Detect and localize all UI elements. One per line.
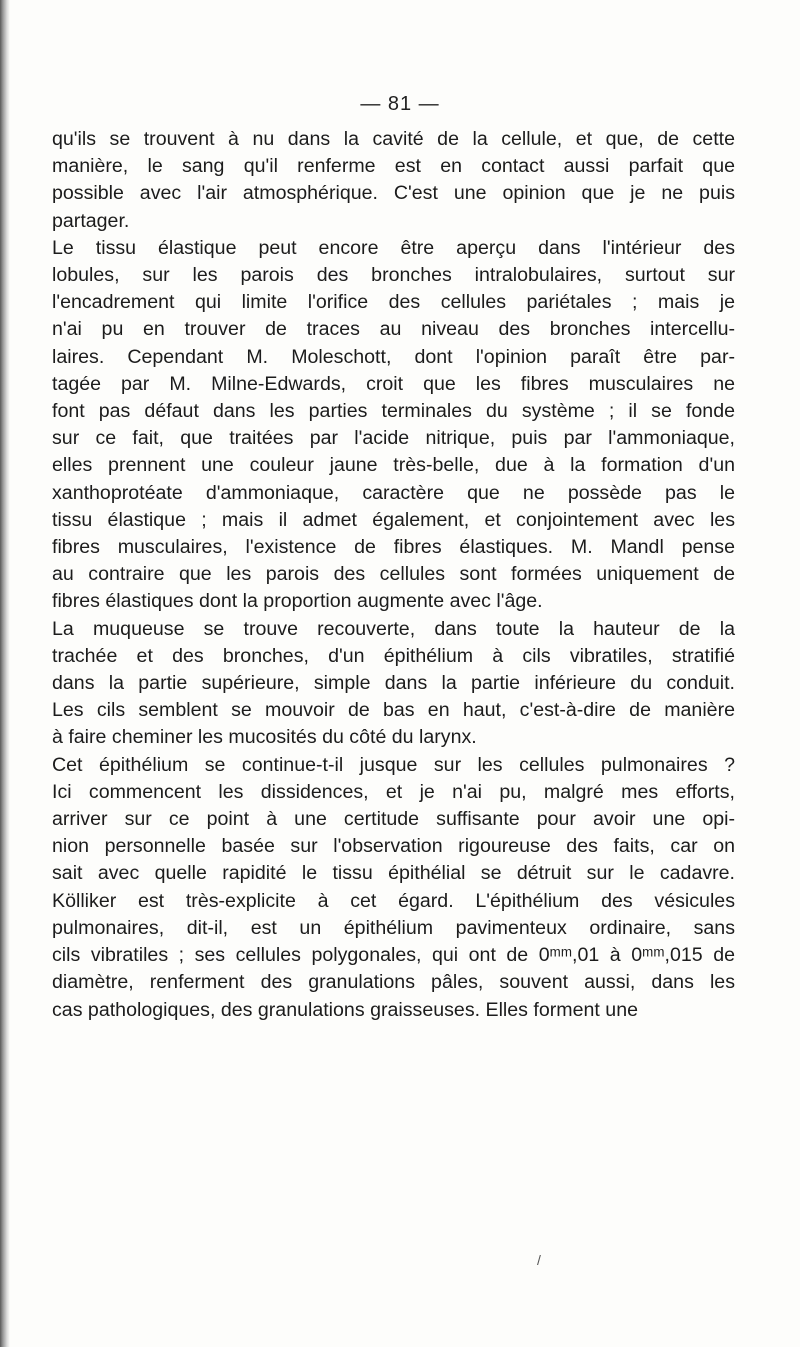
text-line: qu'ils se trouvent à nu dans la cavité de la cellule, et que, de cette — [52, 128, 735, 150]
text-line: cas pathologiques, des granulations graisseuses. Elles forment une — [52, 998, 638, 1021]
text-line: tissu élastique ; mais il admet également, et conjointement avec les — [52, 508, 735, 531]
page-number: — 81 — — [360, 93, 440, 115]
text-line: Les cils semblent se mouvoir de bas en haut, c'est-à-dire de manière — [52, 699, 735, 722]
paragraph — [52, 235, 735, 616]
text-line: l'encadrement qui limite l'orifice des cellules pariétales ; mais je — [52, 291, 735, 314]
text-line: font pas défaut dans les parties terminales du système ; il se fonde — [52, 400, 735, 423]
stray-mark: / — [537, 1252, 541, 1268]
text-line: Ici commencent les dissidences, et je n'ai pu, malgré mes efforts, — [52, 780, 735, 803]
text-line: xanthoprotéate d'ammoniaque, caractère que ne possède pas le — [52, 481, 735, 504]
paragraph — [52, 126, 735, 235]
text-line: partager. — [52, 209, 130, 232]
text-line: trachée et des bronches, d'un épithélium à cils vibratiles, stratifié — [52, 644, 735, 667]
text-line: diamètre, renferment des granulations pâles, souvent aussi, dans les — [52, 971, 735, 994]
text-line: à faire cheminer les mucosités du côté du larynx. — [52, 726, 477, 749]
body-text — [52, 126, 735, 1024]
paragraph — [52, 616, 735, 752]
text-line: elles prennent une couleur jaune très-belle, due à la formation d'un — [52, 454, 735, 477]
text-line: n'ai pu en trouver de traces au niveau des bronches intercellu- — [52, 318, 735, 341]
text-line: fibres musculaires, l'existence de fibres élastiques. M. Mandl pense — [52, 536, 735, 559]
text-line: sait avec quelle rapidité le tissu épithélial se détruit sur le cadavre. — [52, 862, 735, 885]
text-line: tagée par M. Milne-Edwards, croit que les fibres musculaires ne — [52, 372, 735, 395]
text-line: manière, le sang qu'il renferme est en contact aussi parfait que — [52, 155, 735, 178]
text-line: La muqueuse se trouve recouverte, dans toute la hauteur de la — [52, 617, 735, 640]
text-line: Le tissu élastique peut encore être aperçu dans l'intérieur des — [52, 236, 735, 259]
text-line: sur ce fait, que traitées par l'acide nitrique, puis par l'ammoniaque, — [52, 427, 735, 450]
text-line: Cet épithélium se continue-t-il jusque sur les cellules pulmonaires ? — [52, 753, 735, 776]
text-line: fibres élastiques dont la proportion augmente avec l'âge. — [52, 590, 543, 613]
page-edge-shadow — [0, 0, 10, 1347]
text-line: Kölliker est très-explicite à cet égard. L'épithélium des vésicules — [52, 889, 735, 912]
text-line: arriver sur ce point à une certitude suffisante pour avoir une opi- — [52, 808, 735, 831]
text-line: nion personnelle basée sur l'observation rigoureuse des faits, car on — [52, 835, 735, 858]
text-line: pulmonaires, dit-il, est un épithélium pavimenteux ordinaire, sans — [52, 916, 735, 939]
text-line: dans la partie supérieure, simple dans la partie inférieure du conduit. — [52, 672, 735, 695]
paragraph — [52, 752, 735, 1024]
text-line: possible avec l'air atmosphérique. C'est une opinion que je ne puis — [52, 182, 735, 205]
text-line: cils vibratiles ; ses cellules polygonales, qui ont de 0ᵐᵐ,01 à 0ᵐᵐ,015 de — [52, 944, 735, 967]
text-line: laires. Cependant M. Moleschott, dont l'opinion paraît être par- — [52, 345, 735, 368]
text-line: lobules, sur les parois des bronches intralobulaires, surtout sur — [52, 264, 735, 287]
text-line: au contraire que les parois des cellules sont formées uniquement de — [52, 563, 735, 586]
